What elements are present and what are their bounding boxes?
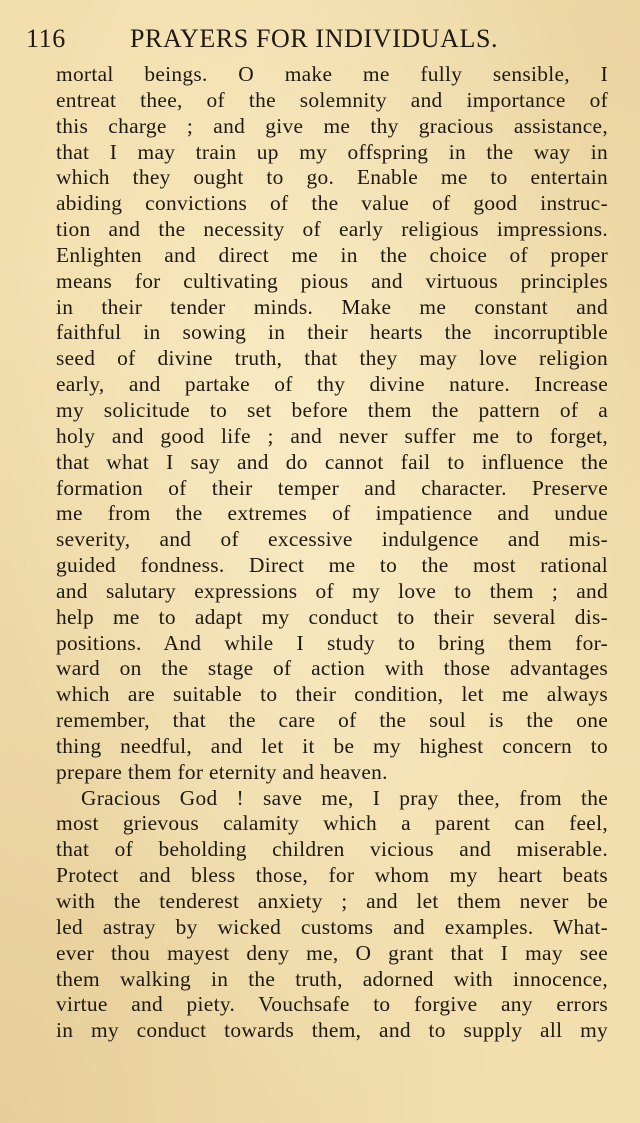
text-line: my solicitude to set before them the pattern of a [56,397,608,422]
text-line: mortal beings. O make me fully sensible, I [56,62,608,86]
text-line: early, and partake of thy divine nature. Increase [56,372,608,397]
text-line: that what I say and do cannot fail to influence the [56,449,608,474]
text-line: and salutary expressions of my love to them ; and [56,578,608,603]
text-line: me from the extremes of impatience and undue [56,501,608,526]
running-head-title: PRAYERS FOR INDIVIDUALS. [130,24,499,53]
text-line: Protect and bless those, for whom my heart beats [56,863,608,888]
paragraph-start-line: Gracious God ! save me, I pray thee, from the [81,785,608,810]
text-line: remember, that the care of the soul is the one [56,708,608,733]
text-line: virtue and piety. Vouchsafe to forgive any errors [56,992,608,1017]
text-line: in my conduct towards them, and to supply all my [56,1018,608,1043]
running-head [26,22,616,56]
text-line: means for cultivating pious and virtuous principles [56,268,608,293]
text-line: Enlighten and direct me in the choice of proper [56,242,608,267]
text-line: them walking in the truth, adorned with innocence, [56,966,608,991]
text-line: ward on the stage of action with those advantages [56,656,608,681]
text-line: help me to adapt my conduct to their several dis- [56,604,608,629]
text-line: holy and good life ; and never suffer me to forget, [56,423,608,448]
text-line: seed of divine truth, that they may love religion [56,346,608,371]
text-line: which they ought to go. Enable me to entertain [56,165,608,190]
text-line: most grievous calamity which a parent can feel, [56,811,608,836]
text-line: guided fondness. Direct me to the most rational [56,553,608,578]
text-line: led astray by wicked customs and examples. What- [56,914,608,939]
paragraph-end-line: prepare them for eternity and heaven. [56,759,388,784]
text-line: ever thou mayest deny me, O grant that I may see [56,940,608,965]
text-line: thing needful, and let it be my highest concern to [56,733,608,758]
text-line: entreat thee, of the solemnity and importance of [56,87,608,112]
text-line: that of beholding children vicious and miserable. [56,837,608,862]
text-line: formation of their temper and character. Preserve [56,475,608,500]
text-line: in their tender minds. Make me constant and [56,294,608,319]
text-line: this charge ; and give me thy gracious assistance, [56,113,608,138]
text-line: tion and the necessity of early religious impressions. [56,217,608,242]
text-line: that I may train up my offspring in the way in [56,139,608,164]
text-line: severity, and of excessive indulgence and mis- [56,527,608,552]
prayer-text [56,62,608,1044]
text-line: faithful in sowing in their hearts the incorruptible [56,320,608,345]
text-line: abiding convictions of the value of good instruc- [56,191,608,216]
text-line: positions. And while I study to bring them for- [56,630,608,655]
text-line: which are suitable to their condition, let me always [56,682,608,707]
text-line: with the tenderest anxiety ; and let them never be [56,889,608,913]
page-number: 116 [26,24,66,53]
